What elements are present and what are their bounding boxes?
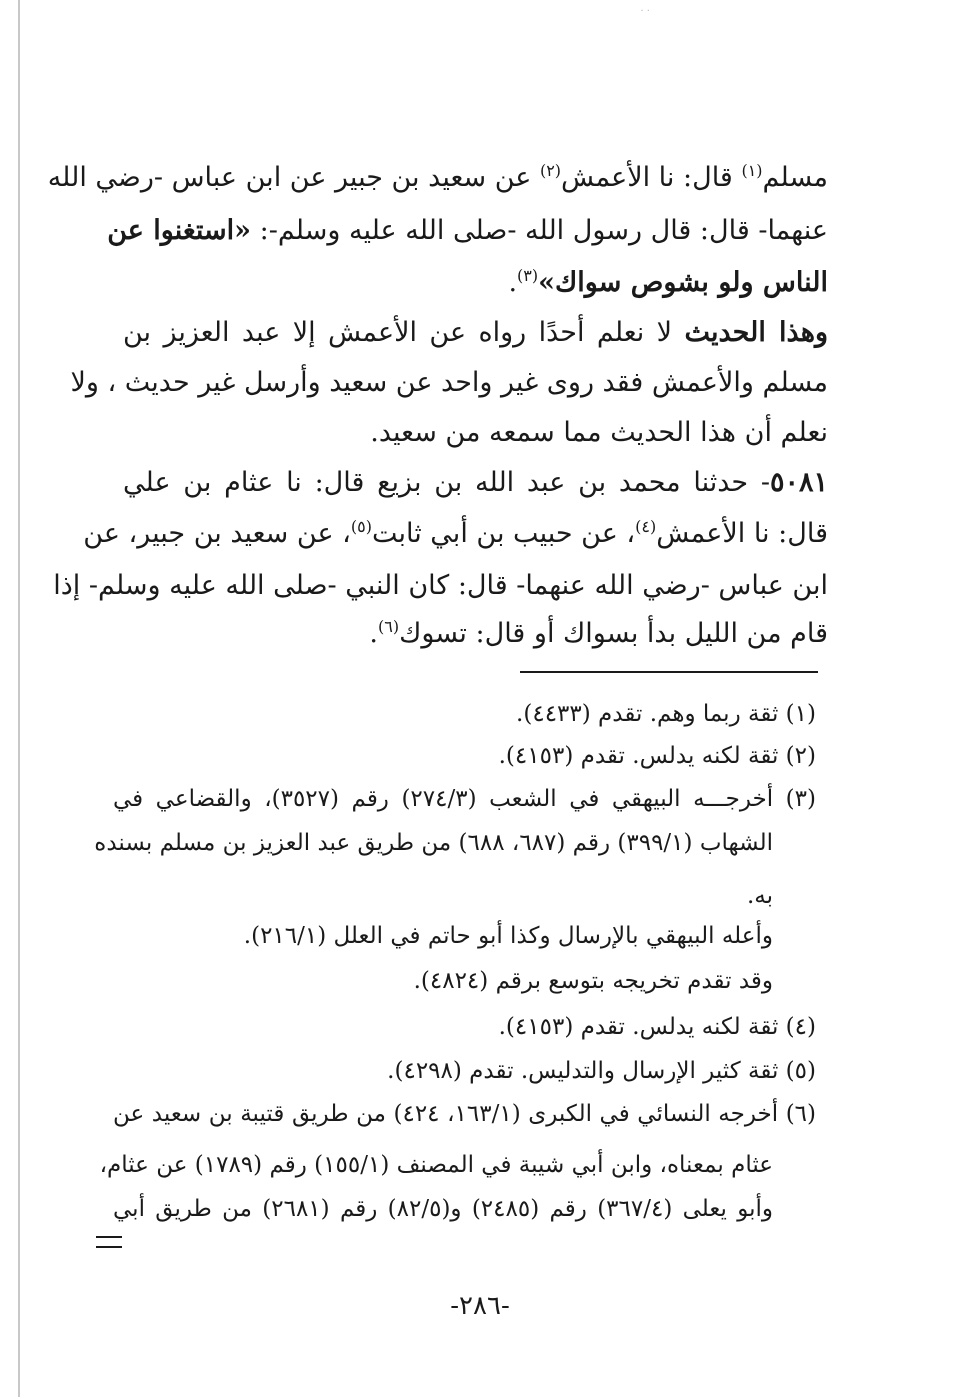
text-run: ، عن حبيب بن أبي ثابت xyxy=(371,518,636,549)
footnote-3-line-5: وقد تقدم تخريجه بتوسع برقم (٤٨٢٤). xyxy=(413,968,773,994)
footnote-ref-2: (٢) xyxy=(539,161,562,180)
footnote-6-line-3: وأبو يعلى (٣٦٧/٤) رقم (٢٤٨٥) و(٨٢/٥) رقم (٢٦٨١) من طريق أبي xyxy=(113,1196,773,1222)
text-run: قال: نا الأعمش xyxy=(656,518,828,549)
scan-speck: · · xyxy=(640,6,650,17)
footnote-5: (٥) ثقة كثير الإرسال والتدليس. تقدم (٤٢٩٨). xyxy=(387,1058,816,1084)
footnote-6-line-1: (٦) أخرجه النسائي في الكبرى (١٦٣/١، ٤٢٤) من طريق قتيبة بن سعيد عن xyxy=(113,1101,817,1127)
hadith-quote: الناس ولو بشوص سواك» xyxy=(538,267,828,298)
scan-edge-shadow xyxy=(18,0,20,1397)
footnote-3-line-4: وأعله البيهقي بالإرسال وكذا أبو حاتم في العلل (٢١٦/١). xyxy=(243,923,773,949)
text-run: ، عن سعيد بن جبير، عن xyxy=(83,518,351,549)
text-run: لا نعلم أحدًا رواه عن الأعمش إلا عبد العزيز بن xyxy=(123,317,685,348)
footnote-ref-5: (٥) xyxy=(350,517,372,536)
footnote-3-line-1: (٣) أخرجـــه البيهقي في الشعب (٢٧٤/٣) رقم (٣٥٢٧)، والقضاعي في xyxy=(113,786,816,812)
footnote-3-line-2: الشهاب (٣٩٩/١) رقم (٦٨٧، ٦٨٨) من طريق عبد العزيز بن مسلم بسنده xyxy=(94,830,773,856)
footnote-6-line-2: عثام بمعناه، وابن أبي شيبة في المصنف (١٥٥/١) رقم (١٧٨٩) عن عثام، xyxy=(99,1152,773,1178)
text-run: عن سعيد بن جبير عن ابن عباس -رضي الله xyxy=(47,162,540,193)
text-run: - حدثنا محمد بن عبد الله بن بزيع قال: نا عثام بن علي xyxy=(123,467,770,498)
hadith-quote: «استغنوا عن xyxy=(107,215,252,246)
footnote-ref-1: (١) xyxy=(741,161,763,180)
main-text-line-4 xyxy=(123,313,828,361)
main-text-line-1 xyxy=(47,158,828,206)
text-run: عنهما- قال: قال رسول الله -صلى الله عليه وسلم-: xyxy=(251,215,828,246)
main-text-line-9: ابن عباس -رضي الله عنهما- قال: كان النبي -صلى الله عليه وسلم- إذا xyxy=(53,570,828,601)
text-run: مسلم xyxy=(762,162,828,193)
footnote-1: (١) ثقة ربما وهم. تقدم (٤٤٣٣). xyxy=(516,701,816,727)
main-text-line-3 xyxy=(123,263,828,311)
main-text-line-6: نعلم أن هذا الحديث مما سمعه من سعيد. xyxy=(370,417,828,448)
footnote-4: (٤) ثقة لكنه يدلس. تقدم (٤١٥٣). xyxy=(498,1014,816,1040)
main-text-line-10 xyxy=(123,614,828,662)
text-run: . xyxy=(508,267,518,298)
text-run: . xyxy=(369,618,379,649)
footnote-3-line-3: به. xyxy=(746,883,773,909)
footnote-2: (٢) ثقة لكنه يدلس. تقدم (٤١٥٣). xyxy=(498,743,816,769)
continuation-mark-icon xyxy=(96,1236,122,1248)
text-run: قام من الليل بدأ بسواك أو قال: تسوك xyxy=(399,618,828,649)
main-text-line-7 xyxy=(123,463,828,511)
section-lead: وهذا الحديث xyxy=(684,317,828,348)
main-text-line-2 xyxy=(107,211,828,259)
hadith-number: ٥٠٨١ xyxy=(769,467,828,498)
footnote-ref-6: (٦) xyxy=(378,617,400,636)
page-number: -٢٨٦- xyxy=(450,1291,510,1321)
main-text-line-8 xyxy=(83,514,828,562)
footnote-ref-4: (٤) xyxy=(635,517,657,536)
footnote-separator xyxy=(520,671,818,673)
text-run: قال: نا الأعمش xyxy=(561,162,742,193)
footnote-ref-3: (٣) xyxy=(517,266,539,285)
main-text-line-5: مسلم والأعمش فقد روى غير واحد عن سعيد وأرسل غير حديث ، ولا xyxy=(70,367,828,398)
